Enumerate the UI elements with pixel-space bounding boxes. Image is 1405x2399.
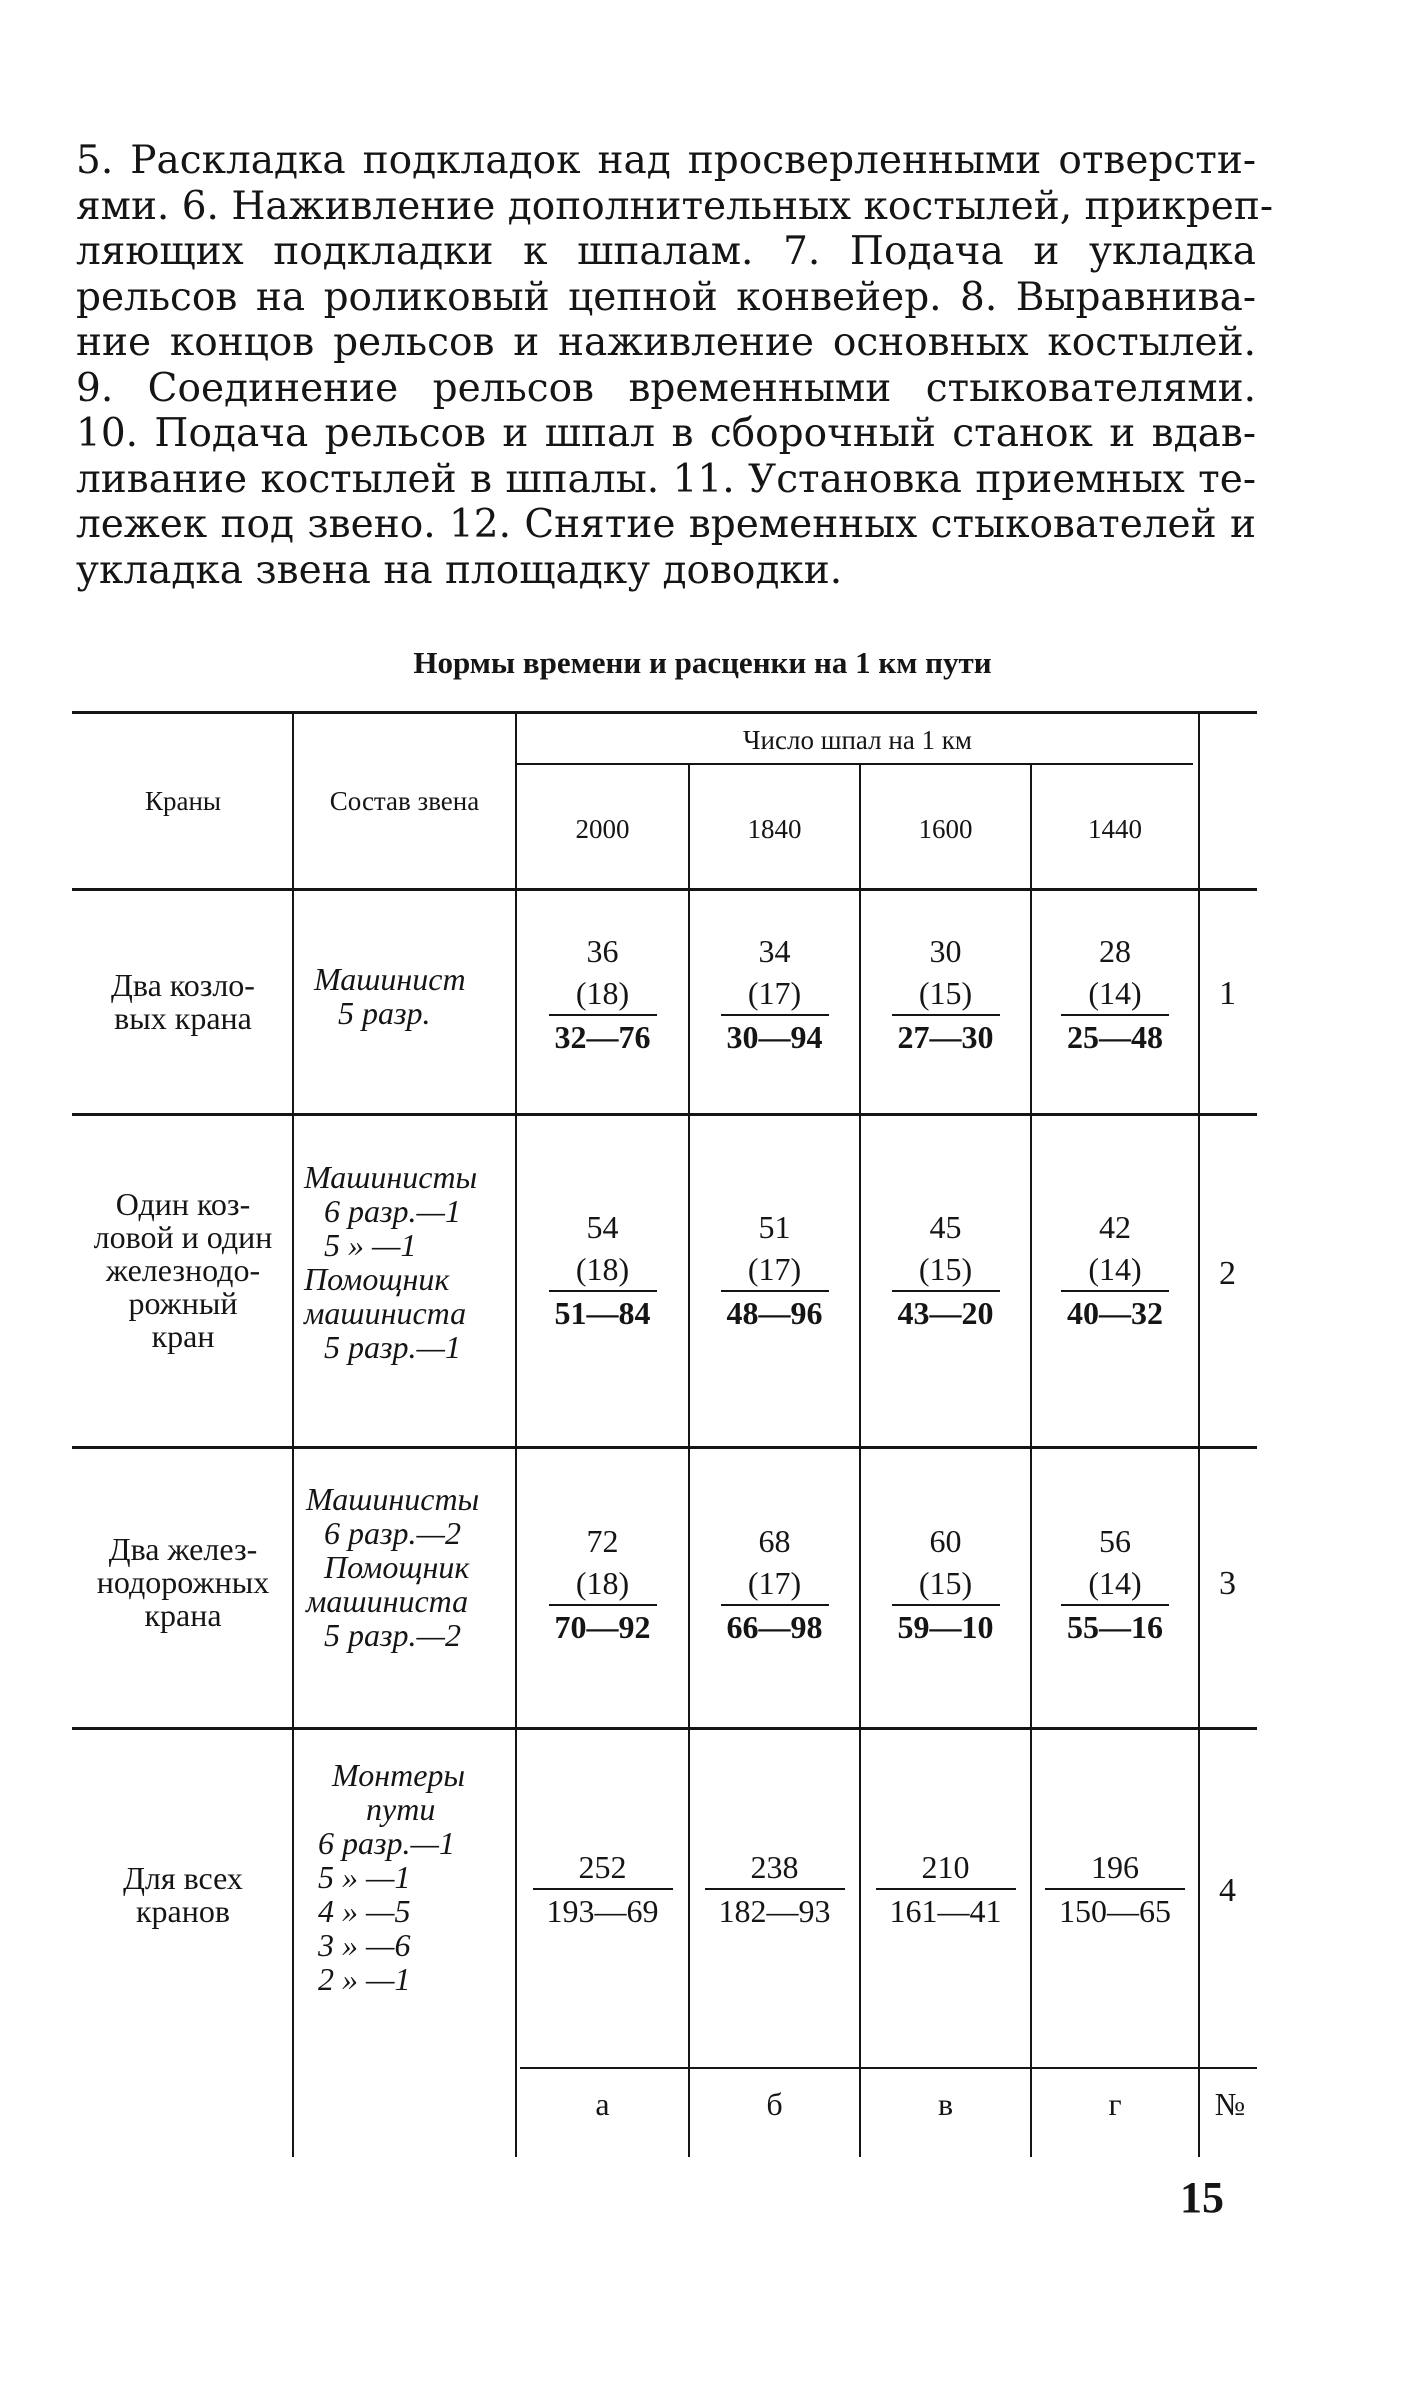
paragraph-line: 9. Соединение рельсов временными стыкователями. bbox=[76, 365, 1256, 411]
row3-bottom-rule bbox=[72, 1727, 1257, 1730]
row-crew: Машинист 5 разр. bbox=[314, 961, 466, 1031]
header-count-1840: 1840 bbox=[747, 814, 802, 844]
rate-cell: 72 (18) 70—92 bbox=[517, 1520, 688, 1648]
column-letter: г bbox=[1108, 2086, 1122, 2122]
rate-cell: 54 (18) 51—84 bbox=[517, 1206, 688, 1334]
row-number: 1 bbox=[1219, 975, 1236, 1012]
paragraph-line: ние концов рельсов и наживление основных костылей. bbox=[76, 320, 1256, 365]
row-crew: Машинисты 6 разр.—1 5 » —1 Помощник машиниста 5 разр.—1 bbox=[304, 1159, 478, 1365]
header-cranes: Краны bbox=[144, 786, 222, 816]
number-column-label: № bbox=[1214, 2086, 1246, 2122]
column-letter: в bbox=[937, 2086, 954, 2122]
paragraph-line: ливание костылей в шпалы. 11. Установка приемных те- bbox=[76, 456, 1256, 502]
rate-cell: 45 (15) 43—20 bbox=[861, 1206, 1030, 1334]
rate-cell: 68 (17) 66—98 bbox=[690, 1520, 859, 1648]
row-crane: Два желез- нодорожных крана bbox=[96, 1531, 270, 1633]
row-number: 4 bbox=[1219, 1872, 1236, 1909]
rate-cell: 28 (14) 25—48 bbox=[1032, 930, 1198, 1058]
column-letter: а bbox=[595, 2086, 610, 2122]
row-number: 2 bbox=[1219, 1255, 1236, 1292]
paragraph-line: ями. 6. Наживление дополнительных костылей, прикреп- bbox=[76, 183, 1274, 229]
rate-cell: 60 (15) 59—10 bbox=[861, 1520, 1030, 1648]
rate-cell: 34 (17) 30—94 bbox=[690, 930, 859, 1058]
header-count-1440: 1440 bbox=[1088, 814, 1142, 844]
header-sleepers: Число шпал на 1 км bbox=[742, 725, 973, 755]
column-letter: б bbox=[766, 2086, 783, 2122]
row-crew: Машинисты 6 разр.—2 Помощник машиниста 5 разр.—2 bbox=[306, 1481, 480, 1653]
header-bottom-rule bbox=[72, 888, 1257, 891]
row1-bottom-rule bbox=[72, 1113, 1257, 1116]
table-top-rule bbox=[72, 711, 1257, 714]
paragraph-line: укладка звена на площадку доводки. bbox=[76, 547, 843, 593]
header-crew: Состав звена bbox=[329, 786, 480, 816]
rate-cell: 42 (14) 40—32 bbox=[1032, 1206, 1198, 1334]
paragraph-line: рельсов на роликовый цепной конвейер. 8. Выравнива- bbox=[76, 274, 1256, 320]
row-crane: Два козло- вых крана bbox=[111, 967, 255, 1036]
row2-bottom-rule bbox=[72, 1446, 1257, 1449]
rate-cell: 56 (14) 55—16 bbox=[1032, 1520, 1198, 1648]
row-crane: Для всех кранов bbox=[123, 1860, 243, 1929]
footer-top-rule bbox=[520, 2067, 1257, 2069]
paragraph-line: лежек под звено. 12. Снятие временных стыкователей и bbox=[76, 502, 1256, 547]
rate-cell: 196 150—65 bbox=[1032, 1846, 1198, 1932]
header-count-2000: 2000 bbox=[575, 814, 630, 844]
row-number: 3 bbox=[1219, 1565, 1236, 1602]
rate-cell: 30 (15) 27—30 bbox=[861, 930, 1030, 1058]
rate-cell: 252 193—69 bbox=[517, 1846, 688, 1932]
paragraph-line: ляющих подкладки к шпалам. 7. Подача и укладка bbox=[76, 229, 1256, 274]
rate-cell: 36 (18) 32—76 bbox=[517, 930, 688, 1058]
paragraph-line: 10. Подача рельсов и шпал в сборочный станок и вдав- bbox=[76, 411, 1256, 456]
body-paragraph bbox=[76, 138, 1274, 593]
vline-col4-num bbox=[1198, 714, 1200, 2157]
rate-cell: 238 182—93 bbox=[690, 1846, 859, 1932]
table-caption: Нормы времени и расценки на 1 км пути bbox=[413, 645, 992, 680]
sleepers-underline bbox=[515, 763, 1193, 765]
paragraph-line: 5. Раскладка подкладок над просверленными отверсти- bbox=[76, 138, 1256, 183]
vline-crane-crew bbox=[292, 714, 294, 2157]
header-count-1600: 1600 bbox=[918, 814, 973, 844]
page-number: 15 bbox=[1180, 2173, 1224, 2222]
row-crane: Один коз- ловой и один железнодо- рожный кран bbox=[93, 1186, 273, 1354]
rate-cell: 210 161—41 bbox=[861, 1846, 1030, 1932]
rate-cell: 51 (17) 48—96 bbox=[690, 1206, 859, 1334]
row-crew: Монтеры пути 6 разр.—1 5 » —1 4 » —5 3 » —6 2 » —1 bbox=[318, 1757, 466, 1997]
